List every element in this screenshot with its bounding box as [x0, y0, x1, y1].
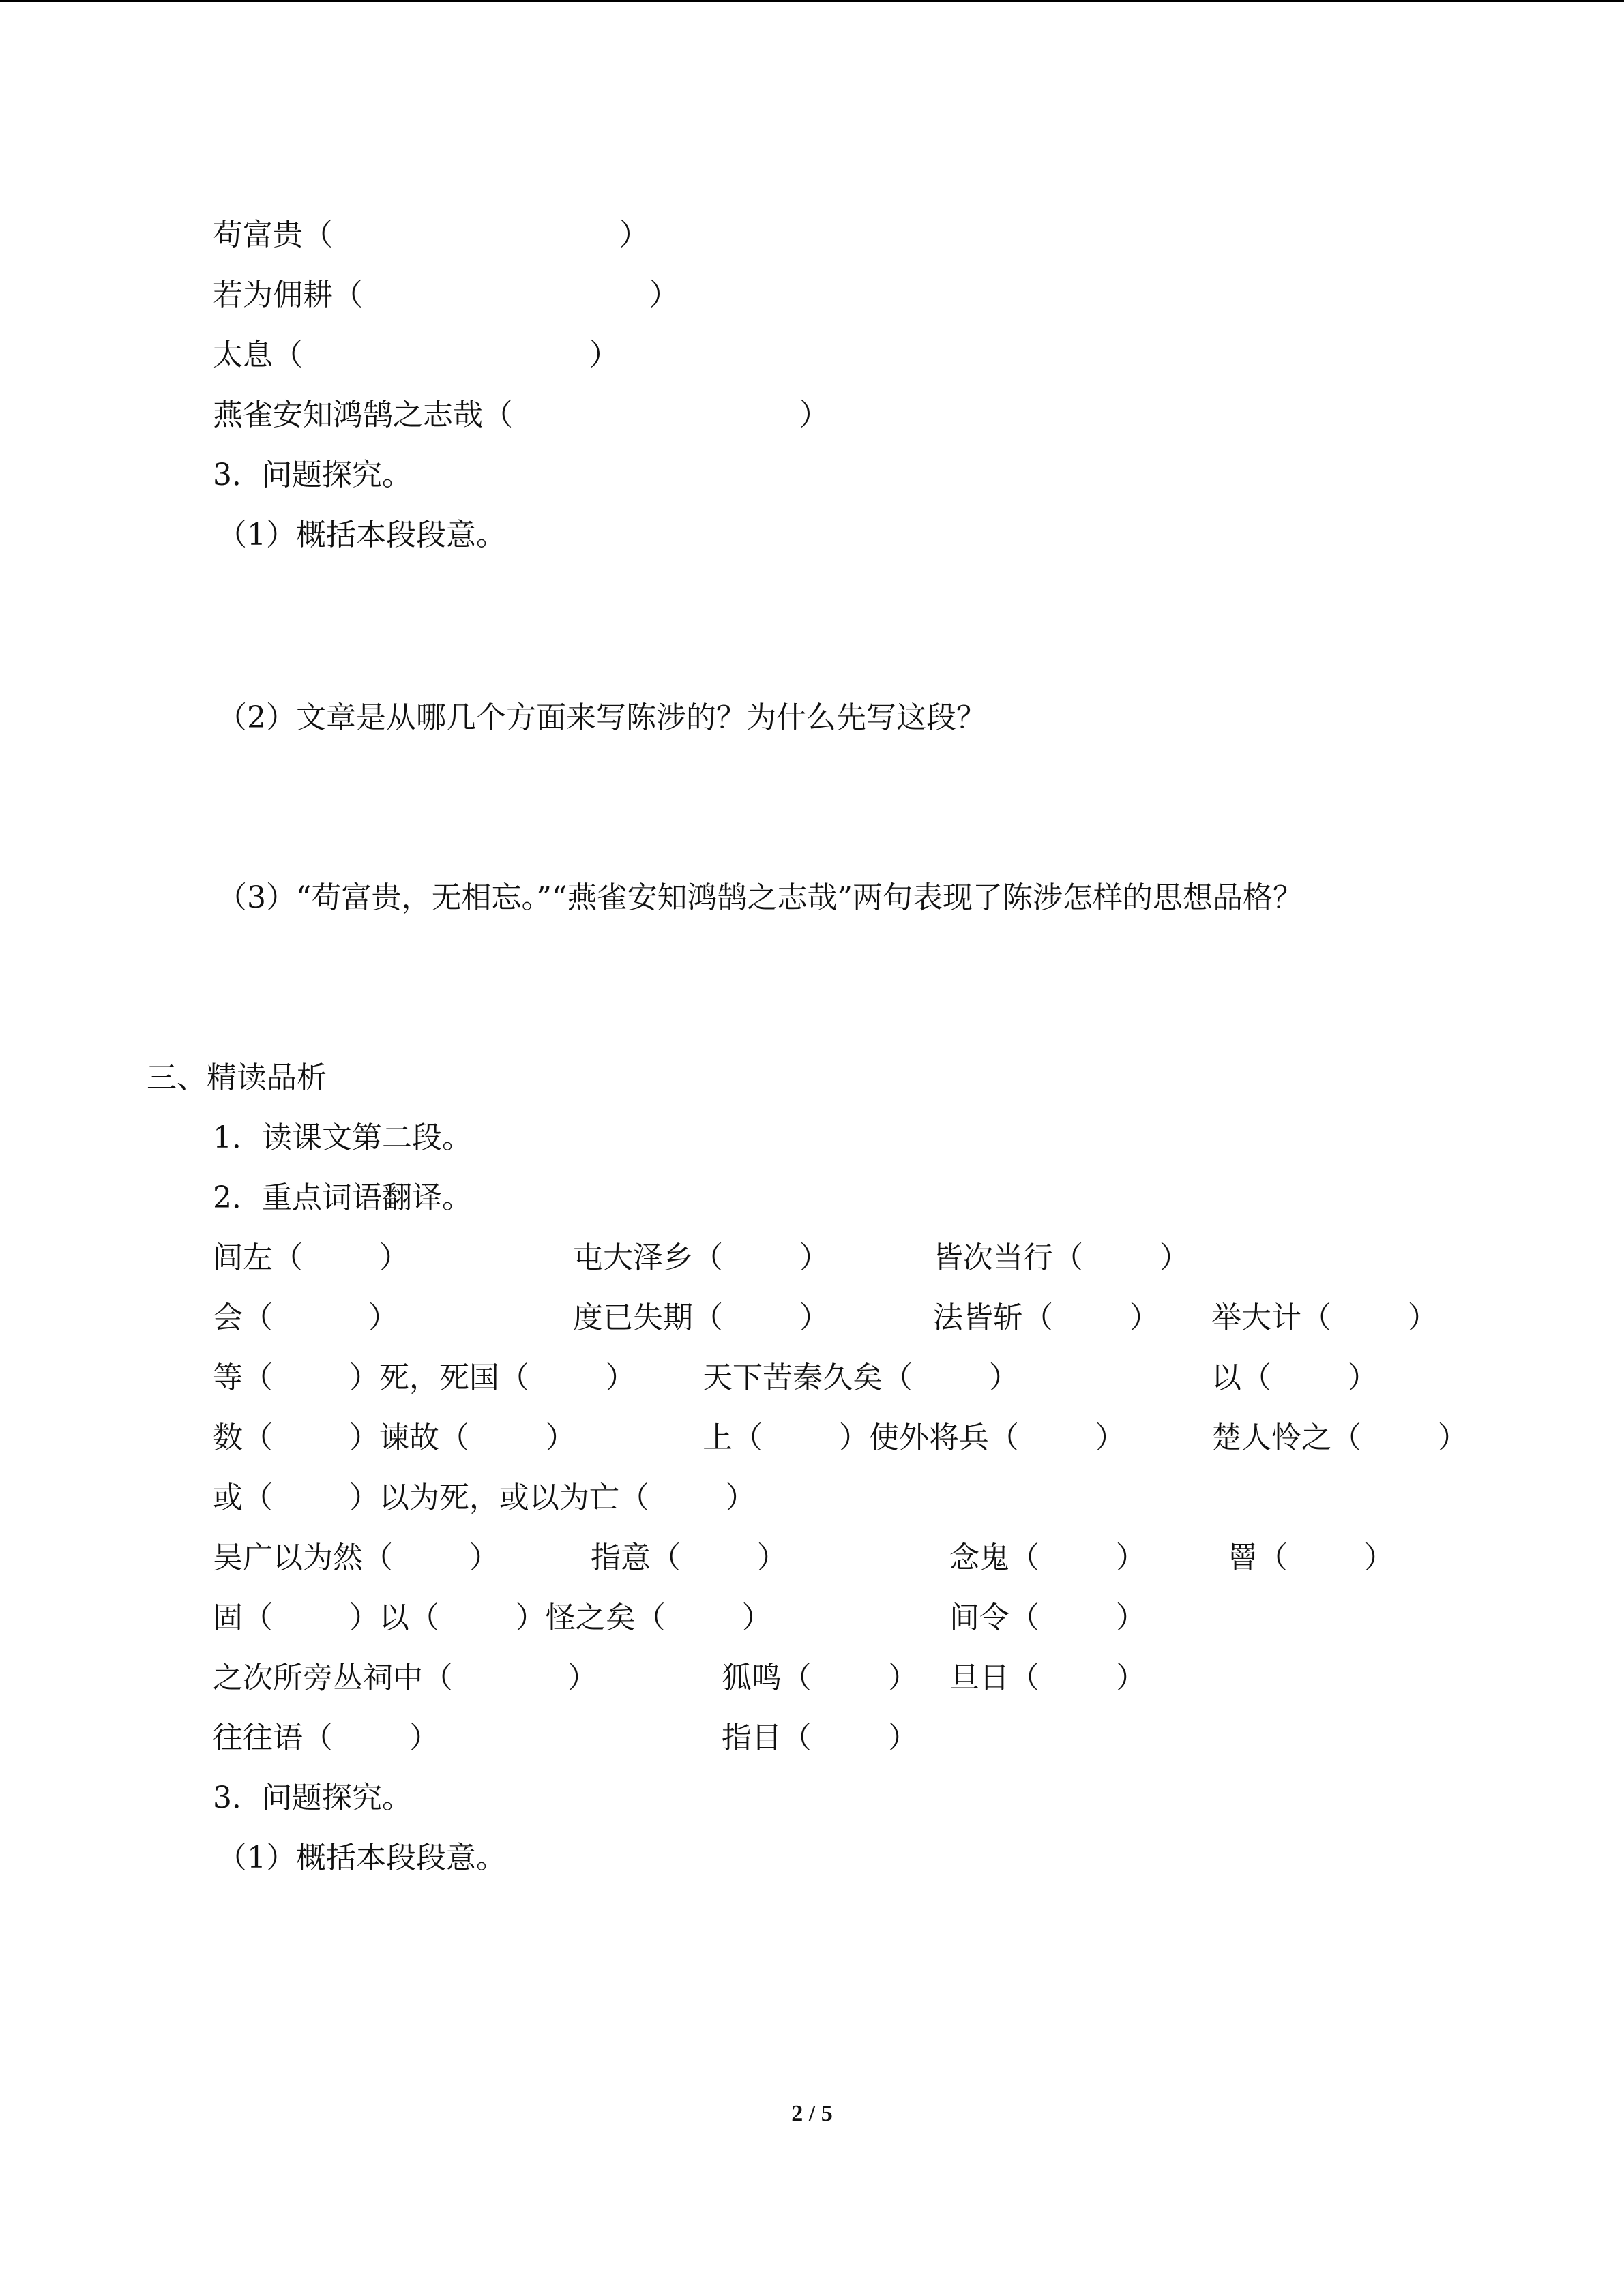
question-item: （3）“苟富贵，无相忘。”“燕雀安知鸿鹄之志哉”两句表现了陈涉怎样的思想品格？ — [217, 880, 1303, 915]
question-item: （2）文章是从哪几个方面来写陈涉的？为什么先写这段？ — [217, 700, 986, 735]
vocab-item: 若为佣耕（ ） — [213, 278, 679, 312]
vocab-cell: 闾左（ ） — [213, 1240, 409, 1275]
vocab-cell: 天下苦秦久矣（ ） — [703, 1360, 1019, 1395]
vocab-cell: 指目（ ） — [722, 1720, 918, 1755]
vocab-cell: 以（ ） — [1211, 1360, 1378, 1395]
vocab-item: 苟富贵（ ） — [213, 218, 649, 252]
list-item: 1．读课文第二段。 — [213, 1120, 472, 1155]
vocab-cell: 狐鸣（ ） — [722, 1660, 918, 1695]
list-item: 2．重点词语翻译。 — [213, 1180, 472, 1215]
question-item: （1）概括本段段意。 — [217, 518, 506, 552]
vocab-cell: 指意（ ） — [591, 1540, 787, 1575]
section-heading: 三、精读品析 — [147, 1060, 327, 1095]
vocab-cell: 或（ ）以为死，或以为亡（ ） — [213, 1480, 756, 1515]
question-heading: 3．问题探究。 — [213, 458, 412, 492]
vocab-cell: 上（ ）使外将兵（ ） — [703, 1420, 1125, 1455]
vocab-cell: 数（ ）谏故（ ） — [213, 1420, 576, 1455]
vocab-cell: 屯大泽乡（ ） — [573, 1240, 829, 1275]
vocab-cell: 旦日（ ） — [949, 1660, 1146, 1695]
vocab-cell: 度已失期（ ） — [573, 1300, 829, 1335]
vocab-cell: 念鬼（ ） — [949, 1540, 1146, 1575]
vocab-cell: 等（ ）死，死国（ ） — [213, 1360, 636, 1395]
vocab-cell: 罾（ ） — [1228, 1540, 1394, 1575]
vocab-item: 太息（ ） — [213, 338, 619, 372]
vocab-cell: 举大计（ ） — [1211, 1300, 1438, 1335]
vocab-cell: 吴广以为然（ ） — [213, 1540, 499, 1575]
vocab-cell: 之次所旁丛祠中（ ） — [213, 1660, 597, 1695]
vocab-cell: 皆次当行（ ） — [933, 1240, 1190, 1275]
vocab-cell: 法皆斩（ ） — [933, 1300, 1160, 1335]
vocab-cell: 会（ ） — [213, 1300, 398, 1335]
vocab-cell: 固（ ）以（ ）怪之矣（ ） — [213, 1600, 772, 1635]
vocab-item: 燕雀安知鸿鹄之志哉（ ） — [213, 398, 829, 432]
question-item: （1）概括本段段意。 — [217, 1840, 506, 1875]
vocab-cell: 往往语（ ） — [213, 1720, 439, 1755]
page-number: 2 / 5 — [791, 2101, 833, 2126]
question-heading: 3．问题探究。 — [213, 1780, 412, 1815]
vocab-cell: 间令（ ） — [949, 1600, 1146, 1635]
vocab-cell: 楚人怜之（ ） — [1211, 1420, 1468, 1455]
